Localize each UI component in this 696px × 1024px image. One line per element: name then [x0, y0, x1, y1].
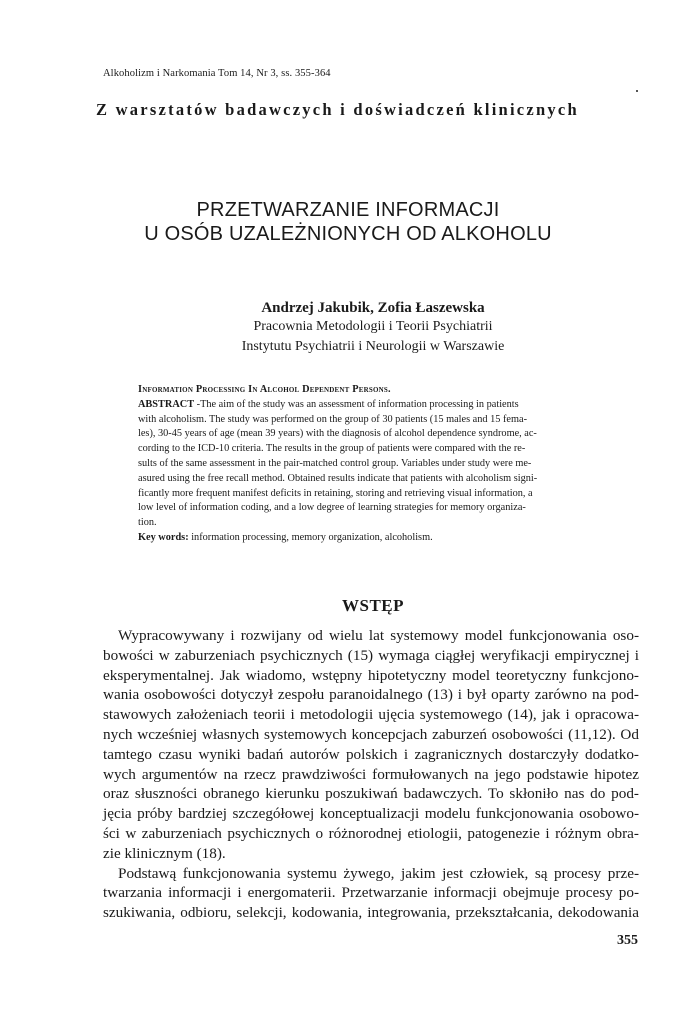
keywords-line — [138, 531, 600, 546]
abstract-text: -The aim of the study was an assessment of information processing in patients — [194, 398, 519, 410]
body-line: jęcia próby bardziej szczegółowej konceptualizacji modelu funkcjonowania osobowo- — [103, 805, 639, 823]
abstract-line: with alcoholism. The study was performed on the group of 30 patients (15 males and 15 fema- — [138, 413, 527, 425]
body-line: wania osobowości dotyczył zespołu paranoidalnego (13) i był oparty zarówno na pod- — [103, 686, 639, 704]
section-title: WSTĘP — [341, 596, 405, 615]
body-line: wych argumentów na rzecz prawdziwości formułowanych na jego podstawie hipotez — [103, 765, 639, 783]
abstract-block — [138, 383, 600, 546]
affiliation-line-1: Pracownia Metodologii i Teorii Psychiatrii — [253, 319, 493, 334]
abstract-first-line — [138, 398, 600, 413]
abstract-line: ficantly more frequent manifest deficits in retaining, storing and retrieving visual information, a — [138, 487, 533, 499]
abstract-line: les), 30-45 years of age (mean 39 years) with the diagnosis of alcohol dependence syndrome, ac- — [138, 428, 537, 440]
abstract-label: ABSTRACT — [138, 398, 195, 410]
body-line: stawowych założeniach teorii i metodologii ujęcia systemowego (14), jak i opracowa- — [103, 706, 639, 724]
body-line: nych wcześniej własnych systemowych koncepcjach zaburzeń osobowości (11,12). Od — [103, 725, 639, 743]
body-line: Wypracowywany i rozwijany od wielu lat systemowy model funkcjonowania oso- — [118, 627, 639, 644]
abstract-line: asured using the free recall method. Obtained results indicate that patients with alcoholism signi- — [138, 472, 538, 484]
body-line: oraz słuszności obranego kierunku poszukiwań badawczych. To skłoniło nas do pod- — [103, 785, 639, 803]
page-number: 355 — [617, 933, 638, 948]
body-line: twarzania informacji i energomaterii. Przetwarzanie informacji obejmuje procesy po- — [103, 884, 639, 902]
article-title-line-1: PRZETWARZANIE INFORMACJI — [196, 199, 500, 221]
body-line: tamtego czasu wyniki badań autorów polskich i zagranicznych dostarczyły dodatko- — [103, 745, 639, 763]
scan-speck — [636, 90, 638, 92]
body-line: bowości w zaburzeniach psychicznych (15) wymaga ciągłej weryfikacji empirycznej i — [103, 646, 639, 664]
affiliation-line-2: Instytutu Psychiatrii i Neurologii w Warszawie — [241, 339, 505, 354]
abstract-line: low level of information coding, and a low degree of learning strategies for memory organiza- — [138, 502, 526, 514]
body-text — [103, 626, 639, 923]
body-line: ści w zaburzeniach psychicznych o różnorodnej etiologii, patogenezie i różnym obra- — [103, 824, 639, 842]
authors: Andrzej Jakubik, Zofia Łaszewska — [261, 300, 485, 316]
abstract-line: cording to the ICD-10 criteria. The results in the group of patients were compared with the re- — [138, 443, 526, 455]
abstract-english-title: Information Processing In Alcohol Dependent Persons. — [138, 384, 391, 395]
article-title-line-2: U OSÓB UZALEŻNIONYCH OD ALKOHOLU — [144, 223, 552, 245]
body-line: eksperymentalnej. Jak wiadomo, wstępny hipotetyczny model teoretyczny funkcjono- — [103, 666, 639, 684]
keywords-label: Key words: — [138, 531, 189, 543]
section-heading: Z warsztatów badawczych i doświadczeń klinicznych — [96, 100, 579, 119]
abstract-line: tion. — [138, 517, 157, 529]
running-head: Alkoholizm i Narkomania Tom 14, Nr 3, ss. 355-364 — [103, 68, 331, 79]
abstract-line: sults of the same assessment in the pair-matched control group. Variables under study were me- — [138, 457, 532, 469]
body-line: szukiwania, odbioru, selekcji, kodowania, integrowania, przekształcania, dekodowania — [103, 904, 639, 922]
body-line: zie klinicznym (18). — [103, 844, 226, 862]
keywords-text: information processing, memory organization, alcoholism. — [188, 531, 433, 543]
body-line: Podstawą funkcjonowania systemu żywego, jakim jest człowiek, są procesy prze- — [118, 864, 639, 882]
